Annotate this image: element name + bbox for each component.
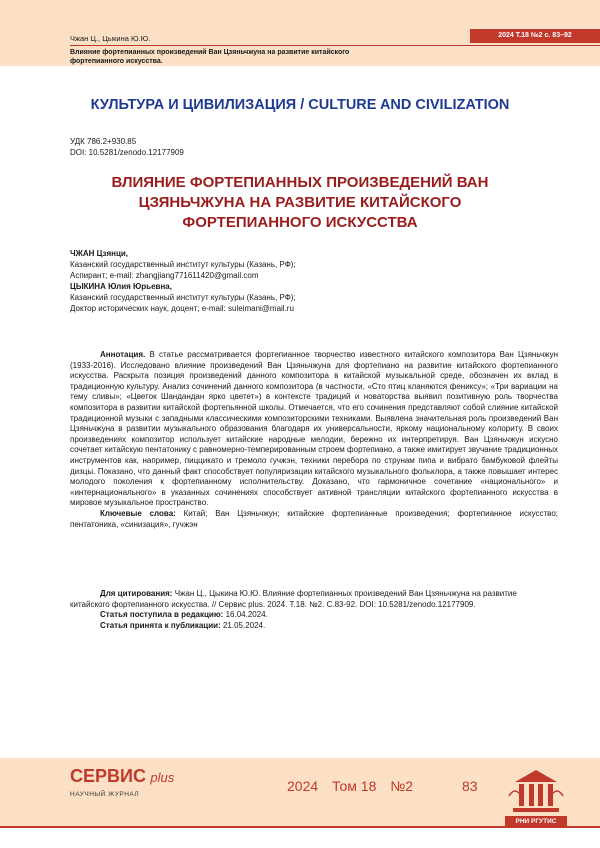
accepted-line xyxy=(70,621,558,632)
abstract-block xyxy=(70,350,558,530)
author-affiliation: Казанский государственный институт культуры (Казань, РФ); xyxy=(70,293,296,302)
running-header xyxy=(0,0,600,66)
header-short-title: Влияние фортепианных произведений Ван Цзяньчжуна на развитие китайского фортепианного искусства. xyxy=(70,49,350,65)
journal-name: СЕРВИС xyxy=(70,766,146,786)
accepted-date: 21.05.2024. xyxy=(222,620,266,630)
author-name: ЦЫКИНА Юлия Юрьевна, xyxy=(70,282,172,291)
journal-logo xyxy=(70,766,174,798)
author-details: Доктор исторических наук, доцент; e-mail: suleimani@mail.ru xyxy=(70,304,294,313)
issue-volume: Том 18 xyxy=(332,778,377,794)
citation-badge: 2024 Т.18 №2 с. 83–92 xyxy=(470,29,600,43)
journal-subtitle: НАУЧНЫЙ ЖУРНАЛ xyxy=(70,791,140,798)
university-emblem-icon xyxy=(505,766,567,818)
page-number: 83 xyxy=(462,778,478,794)
citation-block xyxy=(70,589,558,631)
citation xyxy=(70,589,558,610)
keywords-label: Ключевые слова: xyxy=(100,508,176,518)
journal-plus: plus xyxy=(150,770,175,785)
authors-block xyxy=(70,248,550,314)
received-date: 16.04.2024. xyxy=(225,610,268,620)
udk-code: УДК 786.2+930.85 xyxy=(70,137,137,146)
citation-text: Чжан Ц., Цыкина Ю.Ю. Влияние фортепианных произведений Ван Цзяньчжуна на развитие китайского фортепианного искусства. // Сервис plus. 2024. Т.18. №2. С.83-92. DOI: 10.5281/zenodo.12177909. xyxy=(70,589,517,609)
keywords xyxy=(70,509,558,530)
abstract xyxy=(70,350,558,509)
citation-label: Для цитирования: xyxy=(100,589,173,598)
abstract-text: В статье рассматривается фортепианное творчество известного китайского композитора Ван Цзяньчжун (1933-2016). Исследовано влияние произведений Ван Цзяньчжуна для фортепиано на развитие китайского фортепианного искусства. Раскрыта позиция произведений данного композитора в китайской музыкальной среде, обозначен их вклад в традиционную культуру. Анализ сочинений данного композитора (в частности, «Сто птиц кланяются фениксу»; «Три вариации на тему сливы»; «Цветок Шандандан ярко цветет») в контексте традиций и новаторства выявил позитивную роль творчества композитора в развитии китайской фортепьянной школы. Отмечается, что его сочинения представляют собой слияние китайской традиционной музыки с западными классическими композиторскими техниками. Выявлена значительная роль произведений Ван Цзяньчжуна в развитии музыкального образования благодаря их универсальности, яркому национальному колориту. В своих произведениях композитор использует китайские народные мелодии, бережно их интерпретируя. Ван Цзяньчжун искусно сочетает китайскую пентатонику с равномерно-темперированным строем фортепиано, а также имитирует звучание традиционных инструментов как, например, пиццикато и тремоло гучжэн, техники перебора по струнам пипа и вибрато бамбуковой флейты дизцы. Показано, что данный факт способствует популяризации китайского музыкального фольклора, а также повышает интерес молодого поколения к фортепианному исполнительству. Доказано, что гармоничное сочетание «национального» и «интернационального» в указанных сочинениях способствует активной трансляции китайского фортепианного искусства в мировое музыкальное пространство. xyxy=(70,350,558,508)
header-rule xyxy=(70,45,600,46)
abstract-label: Аннотация. xyxy=(100,350,146,359)
article-title: ВЛИЯНИЕ ФОРТЕПИАННЫХ ПРОИЗВЕДЕНИЙ ВАН ЦЗЯНЬЧЖУНА НА РАЗВИТИЕ КИТАЙСКОГО ФОРТЕПИАННОГО ИСКУССТВА xyxy=(111,174,489,231)
author-details: Аспирант; e-mail: zhangjiang771611420@gmail.com xyxy=(70,271,259,280)
emblem-label: РНИ РГУТИС xyxy=(505,816,567,828)
doi: DOI: 10.5281/zenodo.12177909 xyxy=(70,148,184,157)
received-line xyxy=(70,610,558,621)
udk-block xyxy=(70,136,184,158)
header-authors: Чжан Ц., Цыкина Ю.Ю. xyxy=(70,34,151,43)
received-label: Статья поступила в редакцию: xyxy=(100,610,224,620)
issue-number: №2 xyxy=(390,778,414,794)
author-affiliation: Казанский государственный институт культуры (Казань, РФ); xyxy=(70,260,296,269)
page-footer xyxy=(0,758,600,828)
footer-rule xyxy=(0,826,600,828)
keywords-text: Китай; Ван Цзяньчжун; китайские фортепианные произведения; фортепианное искусство; пентатоника, «синизация», гучжэн xyxy=(70,508,558,529)
issue-info xyxy=(287,778,423,794)
accepted-label: Статья принята к публикации: xyxy=(100,620,221,630)
author-name: ЧЖАН Цзянци, xyxy=(70,249,129,258)
section-heading: КУЛЬТУРА И ЦИВИЛИЗАЦИЯ / CULTURE AND CIVILIZATION xyxy=(90,97,510,113)
issue-year: 2024 xyxy=(287,778,319,794)
